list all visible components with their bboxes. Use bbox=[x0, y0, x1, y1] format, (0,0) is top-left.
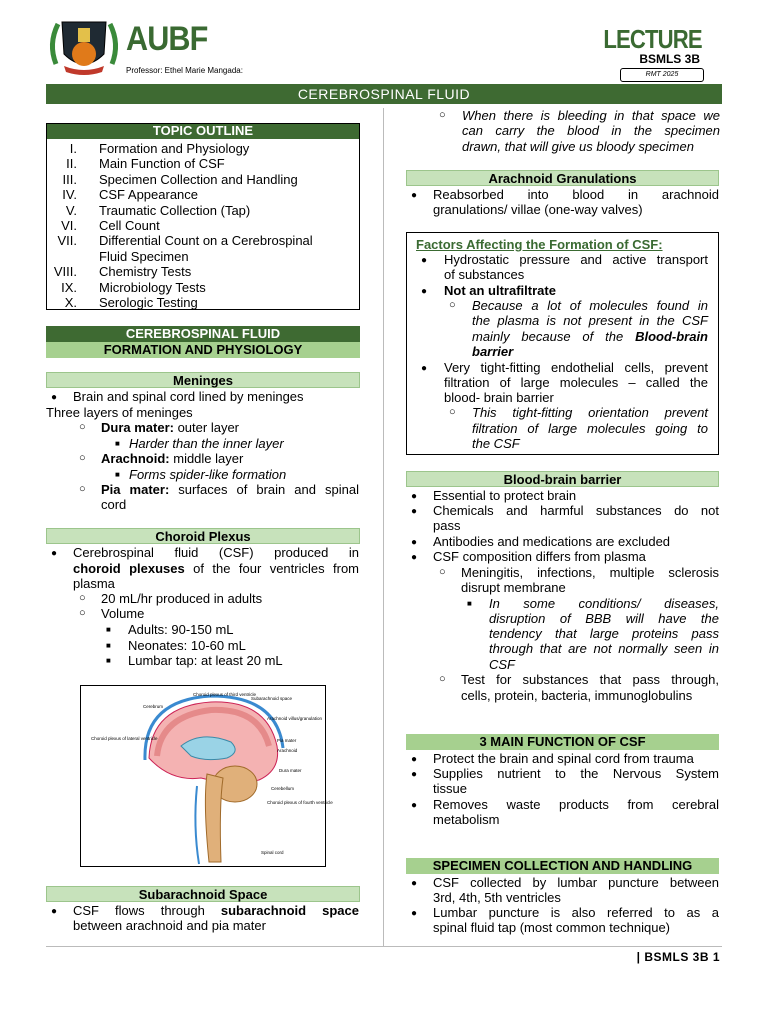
factors-b1a: Hydrostatic pressure and active transport bbox=[444, 252, 708, 267]
meninges-heading: Meninges bbox=[46, 372, 360, 388]
outline-number: VII. bbox=[57, 233, 77, 249]
page-title: CEREBROSPINAL FLUID bbox=[46, 84, 722, 104]
specimen-heading: SPECIMEN COLLECTION AND HANDLING bbox=[406, 858, 719, 874]
brain-diagram bbox=[80, 685, 333, 867]
rmt-badge: RMT 2025 bbox=[620, 68, 704, 82]
volume-adults: Adults: 90-150 mL bbox=[128, 622, 234, 637]
choroid-heading: Choroid Plexus bbox=[46, 528, 360, 544]
fig-label-pia: Pia mater bbox=[277, 738, 297, 743]
fig-label-cerebrum: Cerebrum bbox=[143, 704, 164, 709]
circle-bullet-icon: ○ bbox=[449, 299, 456, 311]
bullet-icon: ● bbox=[411, 537, 418, 548]
function-b3a: Removes waste products from cerebral bbox=[433, 797, 719, 812]
bbb-q1c: tendency that large proteins pass bbox=[489, 626, 719, 641]
circle-bullet-icon: ○ bbox=[79, 483, 86, 495]
class-label: BSMLS 3B bbox=[639, 52, 700, 66]
square-bullet-icon: ■ bbox=[115, 439, 120, 448]
bbb-q1d: through that are not normally seen in bbox=[489, 641, 719, 656]
volume-neonates: Neonates: 10-60 mL bbox=[128, 638, 246, 653]
function-heading: 3 MAIN FUNCTION OF CSF bbox=[406, 734, 719, 750]
circle-bullet-icon: ○ bbox=[439, 109, 446, 121]
bleeding-l3: drawn, that will give us bloody specimen bbox=[462, 139, 694, 154]
bbb-q1a: In some conditions/ diseases, bbox=[489, 596, 719, 611]
bullet-icon: ● bbox=[411, 506, 418, 517]
fig-label-arachnoid: Arachnoid bbox=[277, 748, 298, 753]
fig-label-choroid-lateral: Choroid plexus of lateral ventricle bbox=[91, 736, 158, 741]
bbb-heading: Blood-brain barrier bbox=[406, 471, 719, 487]
fig-label-choroid-third: Choroid plexus of third ventricle bbox=[193, 692, 257, 697]
bullet-icon: ● bbox=[411, 800, 418, 811]
arachnoid-item: Arachnoid: middle layer bbox=[101, 451, 244, 466]
granulations-heading: Arachnoid Granulations bbox=[406, 170, 719, 186]
bleeding-l1: When there is bleeding in that space we bbox=[462, 108, 720, 123]
factors-b1b: of substances bbox=[444, 267, 525, 282]
brand-name: AUBF bbox=[126, 20, 208, 58]
bbb-b2b: pass bbox=[433, 518, 461, 533]
outline-item bbox=[47, 264, 359, 280]
bullet-icon: ● bbox=[421, 255, 428, 266]
page-footer: | BSMLS 3B 1 bbox=[636, 950, 720, 964]
fig-label-subarachnoid: Subarachnoid space bbox=[251, 696, 293, 701]
outline-text: CSF Appearance bbox=[99, 187, 199, 203]
outline-item bbox=[47, 218, 359, 234]
outline-text: Differential Count on a Cerebrospinal bbox=[99, 233, 313, 249]
bbb-q1b: disruption of BBB will have the bbox=[489, 611, 719, 626]
bbb-b1: Essential to protect brain bbox=[433, 488, 577, 503]
outline-item bbox=[47, 280, 359, 296]
outline-item bbox=[47, 187, 359, 203]
outline-number: V. bbox=[65, 202, 77, 218]
fig-label-spinal: Spinal cord bbox=[261, 850, 284, 855]
function-b1: Protect the brain and spinal cord from trauma bbox=[433, 751, 694, 766]
outline-heading: TOPIC OUTLINE bbox=[46, 123, 360, 139]
bbb-c2b: cells, protein, bacteria, immunoglobulins bbox=[461, 688, 693, 703]
outline-number: X. bbox=[64, 295, 77, 310]
outline-text: Traumatic Collection (Tap) bbox=[99, 202, 251, 218]
outline-number: VI. bbox=[61, 218, 77, 233]
outline-text: Main Function of CSF bbox=[99, 156, 225, 172]
bullet-icon: ● bbox=[411, 754, 418, 765]
footer-rule bbox=[46, 946, 722, 947]
outline-item bbox=[47, 249, 359, 265]
outline-number: IX. bbox=[61, 279, 77, 295]
factors-b3b: filtration of large molecules – called the bbox=[444, 375, 708, 390]
outline-item bbox=[47, 156, 359, 172]
dura-note: Harder than the inner layer bbox=[129, 436, 284, 451]
factors-s2a: This tight-fitting orientation prevent bbox=[472, 405, 708, 420]
circle-bullet-icon: ○ bbox=[79, 452, 86, 464]
bullet-icon: ● bbox=[51, 548, 58, 559]
circle-bullet-icon: ○ bbox=[439, 673, 446, 685]
pia-item: Pia mater: surfaces of brain and spinal bbox=[101, 482, 359, 497]
circle-bullet-icon: ○ bbox=[79, 592, 86, 604]
bbb-q1e: CSF bbox=[489, 657, 515, 672]
factors-s1b: the plasma is not present in the CSF bbox=[472, 313, 708, 328]
factors-b3a: Very tight-fitting endothelial cells, prevent bbox=[444, 360, 708, 375]
choroid-s2: Volume bbox=[101, 606, 145, 621]
fig-label-choroid-fourth: Choroid plexus of fourth ventricle bbox=[267, 800, 333, 805]
factors-s1d: barrier bbox=[472, 344, 514, 359]
volume-lumbar: Lumbar tap: at least 20 mL bbox=[128, 653, 283, 668]
pia-item-cont: cord bbox=[101, 497, 127, 512]
circle-bullet-icon: ○ bbox=[449, 406, 456, 418]
specimen-b1b: 3rd, 4th, 5th ventricles bbox=[433, 890, 561, 905]
factors-s2b: filtration of large molecules going to bbox=[472, 421, 708, 436]
bullet-icon: ● bbox=[421, 286, 428, 297]
meninges-intro: Three layers of meninges bbox=[46, 405, 193, 420]
square-bullet-icon: ■ bbox=[106, 656, 111, 665]
circle-bullet-icon: ○ bbox=[79, 607, 86, 619]
subarachnoid-l1: CSF flows through subarachnoid space bbox=[73, 903, 360, 918]
factors-s1a: Because a lot of molecules found in bbox=[472, 298, 708, 313]
outline-item bbox=[47, 233, 359, 249]
bbb-c1b: disrupt membrane bbox=[461, 580, 566, 595]
square-bullet-icon: ■ bbox=[467, 599, 472, 608]
outline-text: Cell Count bbox=[99, 218, 160, 233]
university-logo bbox=[48, 14, 120, 76]
bbb-c1a: Meningitis, infections, multiple sclerosis bbox=[461, 565, 719, 580]
subarachnoid-heading: Subarachnoid Space bbox=[46, 886, 360, 902]
bullet-icon: ● bbox=[411, 908, 418, 919]
bullet-icon: ● bbox=[411, 190, 418, 201]
factors-title: Factors Affecting the Formation of CSF: bbox=[416, 237, 663, 252]
bleeding-l2: can carry the blood in the specimen bbox=[462, 123, 720, 138]
outline-item bbox=[47, 172, 359, 188]
outline-text: Chemistry Tests bbox=[99, 264, 192, 280]
column-divider bbox=[383, 108, 384, 946]
outline-number: VIII. bbox=[53, 264, 77, 280]
outline-text: Serologic Testing bbox=[99, 295, 198, 310]
factors-b3c: blood- brain barrier bbox=[444, 390, 554, 405]
specimen-b2a: Lumbar puncture is also referred to as a bbox=[433, 905, 719, 920]
specimen-b1a: CSF collected by lumbar puncture between bbox=[433, 875, 719, 890]
square-bullet-icon: ■ bbox=[106, 641, 111, 650]
granulations-l2: granulations/ villae (one-way valves) bbox=[433, 202, 643, 217]
lecture-label: LECTURE bbox=[603, 24, 702, 54]
meninges-b1: Brain and spinal cord lined by meninges bbox=[73, 389, 304, 404]
professor-name: Professor: Ethel Marie Mangada: bbox=[126, 66, 243, 75]
outline-text: Fluid Specimen bbox=[99, 248, 189, 264]
outline-text: Microbiology Tests bbox=[99, 279, 206, 295]
outline-item bbox=[47, 141, 359, 157]
subarachnoid-l2: between arachnoid and pia mater bbox=[73, 918, 266, 933]
bullet-icon: ● bbox=[411, 878, 418, 889]
square-bullet-icon: ■ bbox=[115, 470, 120, 479]
arachnoid-note: Forms spider-like formation bbox=[129, 467, 287, 482]
outline-item bbox=[47, 203, 359, 219]
bullet-icon: ● bbox=[421, 363, 428, 374]
section-subtitle: FORMATION AND PHYSIOLOGY bbox=[46, 342, 360, 358]
dura-item: Dura mater: outer layer bbox=[101, 420, 240, 435]
outline-number: IV. bbox=[62, 187, 77, 203]
bbb-b2a: Chemicals and harmful substances do not bbox=[433, 503, 719, 518]
factors-s2c: the CSF bbox=[472, 436, 520, 451]
outline-number: I. bbox=[69, 141, 77, 156]
bullet-icon: ● bbox=[51, 906, 58, 917]
bullet-icon: ● bbox=[411, 769, 418, 780]
outline-number: III. bbox=[62, 171, 77, 187]
outline-number: II. bbox=[66, 156, 77, 172]
outline-text: Formation and Physiology bbox=[99, 141, 250, 156]
fig-label-dura: Dura mater bbox=[279, 768, 302, 773]
fig-label-arach-villus: Arachnoid villus/granulation bbox=[267, 716, 323, 721]
bullet-icon: ● bbox=[411, 491, 418, 502]
specimen-b2b: spinal fluid tap (most common technique) bbox=[433, 920, 671, 935]
bullet-icon: ● bbox=[411, 552, 418, 563]
function-b3b: metabolism bbox=[433, 812, 500, 827]
outline-item bbox=[47, 295, 359, 311]
choroid-l2: choroid plexuses of the four ventricles from bbox=[73, 561, 360, 576]
factors-s1c: mainly because of the Blood-brain bbox=[472, 329, 708, 344]
bbb-c2a: Test for substances that pass through, bbox=[461, 672, 719, 687]
granulations-l1: Reabsorbed into blood in arachnoid bbox=[433, 187, 719, 202]
bullet-icon: ● bbox=[51, 392, 58, 403]
factors-b2: Not an ultrafiltrate bbox=[444, 283, 556, 298]
topic-outline bbox=[46, 123, 360, 310]
circle-bullet-icon: ○ bbox=[439, 566, 446, 578]
choroid-s1: 20 mL/hr produced in adults bbox=[101, 591, 263, 606]
bbb-b4: CSF composition differs from plasma bbox=[433, 549, 646, 564]
outline-text: Specimen Collection and Handling bbox=[99, 171, 298, 187]
choroid-l3: plasma bbox=[73, 576, 115, 591]
circle-bullet-icon: ○ bbox=[79, 421, 86, 433]
square-bullet-icon: ■ bbox=[106, 625, 111, 634]
fig-label-cerebellum: Cerebellum bbox=[271, 786, 295, 791]
function-b2a: Supplies nutrient to the Nervous System bbox=[433, 766, 719, 781]
section-title: CEREBROSPINAL FLUID bbox=[46, 326, 360, 342]
bbb-b3: Antibodies and medications are excluded bbox=[433, 534, 671, 549]
choroid-l1: Cerebrospinal fluid (CSF) produced in bbox=[73, 545, 359, 560]
function-b2b: tissue bbox=[433, 781, 467, 796]
